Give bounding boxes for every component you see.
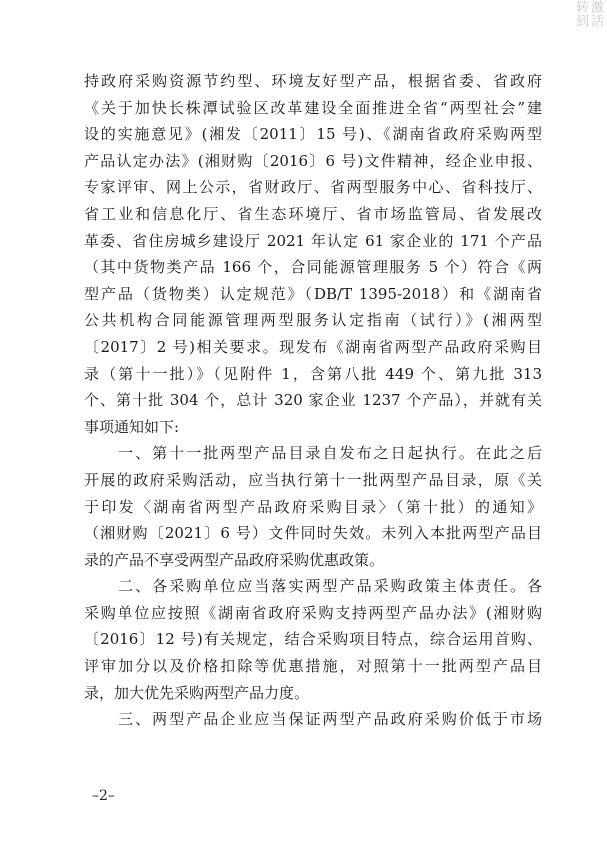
- text-line: 公共机构合同能源管理两型服务认定指南（试行）》(湘两型: [84, 311, 542, 330]
- text-line: 一、第十一批两型产品目录自发布之日起执行。在此之后: [84, 444, 542, 463]
- text-line: 三、两型产品企业应当保证两型产品政府采购价低于市场: [84, 710, 542, 729]
- text-line: 〔2016〕12 号)有关规定，结合采购项目特点，综合运用首购、: [84, 630, 542, 649]
- watermark-line-1: 激活: [588, 0, 603, 28]
- text-line: （湘财购〔2021〕6 号）文件同时失效。未列入本批两型产品目: [84, 524, 542, 543]
- text-line: 革委、省住房城乡建设厅 2021 年认定 61 家企业的 171 个产品: [84, 231, 542, 250]
- text-line: 评审加分以及价格扣除等优惠措施，对照第十一批两型产品目: [84, 657, 542, 676]
- text-line: 录（第十一批）》（见附件 1，含第八批 449 个、第九批 313: [84, 364, 542, 383]
- text-line: 专家评审、网上公示，省财政厅、省两型服务中心、省科技厅、: [84, 178, 542, 197]
- document-body: [84, 68, 542, 733]
- page-number: –2–: [92, 788, 115, 804]
- text-line: 开展的政府采购活动，应当执行第十一批两型产品目录，原《关: [84, 470, 542, 489]
- text-line: 〔2017〕2 号)相关要求。现发布《湖南省两型产品政府采购目: [84, 337, 542, 356]
- text-line: 《关于加快长株潭试验区改革建设全面推进全省“两型社会”建: [84, 98, 542, 117]
- text-line: 录的产品不享受两型产品政府采购优惠政策。: [84, 550, 385, 569]
- text-line: 录，加大优先采购两型产品力度。: [84, 683, 310, 702]
- text-line: （其中货物类产品 166 个，合同能源管理服务 5 个）符合《两: [84, 258, 542, 277]
- text-line: 事项通知如下:: [84, 417, 180, 436]
- text-line: 持政府采购资源节约型、环境友好型产品，根据省委、省政府: [84, 72, 542, 90]
- text-line: 设的实施意见》(湘发〔2011〕15 号)、《湖南省政府采购两型: [84, 125, 542, 144]
- text-line: 于印发〈湖南省两型产品政府采购目录〉（第十批）的通知》: [84, 497, 542, 516]
- text-line: 采购单位应按照《湖南省政府采购支持两型产品办法》(湘财购: [84, 603, 542, 622]
- text-line: 产品认定办法》(湘财购〔2016〕6 号)文件精神，经企业申报、: [84, 151, 542, 170]
- watermark-line-2: 转到: [573, 0, 588, 28]
- activation-watermark: [569, 0, 603, 40]
- text-line: 省工业和信息化厅、省生态环境厅、省市场监管局、省发展改: [84, 204, 542, 223]
- text-line: 个、第十批 304 个，总计 320 家企业 1237 个产品），并就有关: [84, 391, 542, 410]
- text-line: 型产品（货物类）认定规范》（DB/T 1395-2018）和《湖南省: [84, 284, 542, 303]
- text-line: 二、各采购单位应当落实两型产品采购政策主体责任。各: [84, 577, 542, 596]
